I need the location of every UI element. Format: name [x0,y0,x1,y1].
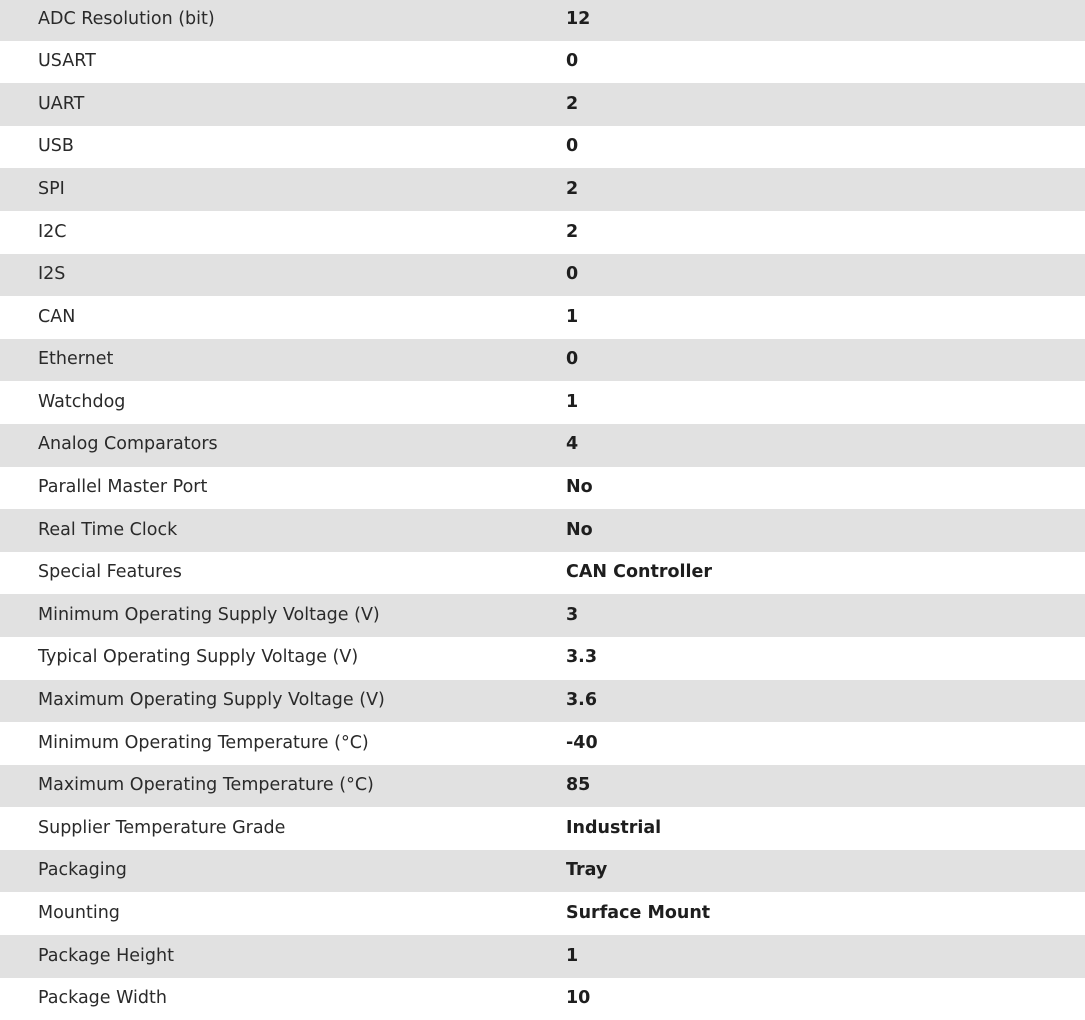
spec-value: 1 [566,391,579,412]
spec-label: USB [38,136,74,157]
spec-value: No [566,477,593,498]
spec-label: UART [38,93,85,114]
spec-label: Packaging [38,860,127,881]
spec-row [0,424,1085,467]
spec-label: Minimum Operating Temperature (°C) [38,732,369,753]
spec-value: 2 [566,221,579,242]
spec-row [0,509,1085,552]
spec-row [0,552,1085,595]
spec-label: Maximum Operating Supply Voltage (V) [38,690,385,711]
spec-row [0,381,1085,424]
spec-label: Minimum Operating Supply Voltage (V) [38,604,380,625]
spec-row [0,892,1085,935]
spec-label: Watchdog [38,391,126,412]
spec-value: 4 [566,434,579,455]
spec-label: USART [38,51,96,72]
spec-value: CAN Controller [566,562,712,583]
spec-label: Typical Operating Supply Voltage (V) [38,647,359,668]
spec-label: Analog Comparators [38,434,218,455]
spec-value: 2 [566,93,579,114]
spec-row [0,722,1085,765]
spec-label: Ethernet [38,349,114,370]
spec-value: 1 [566,306,579,327]
spec-label: Special Features [38,562,182,583]
spec-value: 3.3 [566,647,598,668]
spec-row [0,637,1085,680]
spec-row [0,594,1085,637]
spec-value: 1 [566,945,579,966]
spec-value: Surface Mount [566,903,711,924]
spec-row [0,0,1085,41]
spec-row [0,126,1085,169]
spec-label: Real Time Clock [38,519,178,540]
spec-label: SPI [38,178,65,199]
spec-row [0,935,1085,978]
spec-label: Package Width [38,988,167,1009]
spec-row [0,339,1085,382]
spec-value: 2 [566,178,579,199]
spec-value: 10 [566,988,591,1009]
spec-value: No [566,519,593,540]
spec-value: 3.6 [566,690,598,711]
spec-label: I2C [38,221,67,242]
spec-value: 85 [566,775,591,796]
spec-label: I2S [38,264,66,285]
spec-row [0,978,1085,1020]
spec-row [0,83,1085,126]
spec-label: ADC Resolution (bit) [38,8,215,29]
spec-row [0,168,1085,211]
spec-label: Parallel Master Port [38,477,208,498]
spec-label: Supplier Temperature Grade [38,817,286,838]
spec-row [0,850,1085,893]
spec-row [0,254,1085,297]
spec-label: CAN [38,306,76,327]
spec-row [0,211,1085,254]
spec-row [0,807,1085,850]
spec-value: Tray [566,860,608,881]
spec-value: 12 [566,8,591,29]
spec-label: Maximum Operating Temperature (°C) [38,775,374,796]
spec-value: 3 [566,604,579,625]
spec-row [0,765,1085,808]
spec-value: 0 [566,349,579,370]
spec-row [0,296,1085,339]
spec-row [0,467,1085,510]
spec-value: 0 [566,136,579,157]
spec-value: Industrial [566,817,662,838]
spec-value: 0 [566,264,579,285]
spec-value: 0 [566,51,579,72]
spec-label: Mounting [38,903,120,924]
spec-row [0,41,1085,84]
spec-row [0,680,1085,723]
spec-label: Package Height [38,945,174,966]
spec-value: -40 [566,732,598,753]
